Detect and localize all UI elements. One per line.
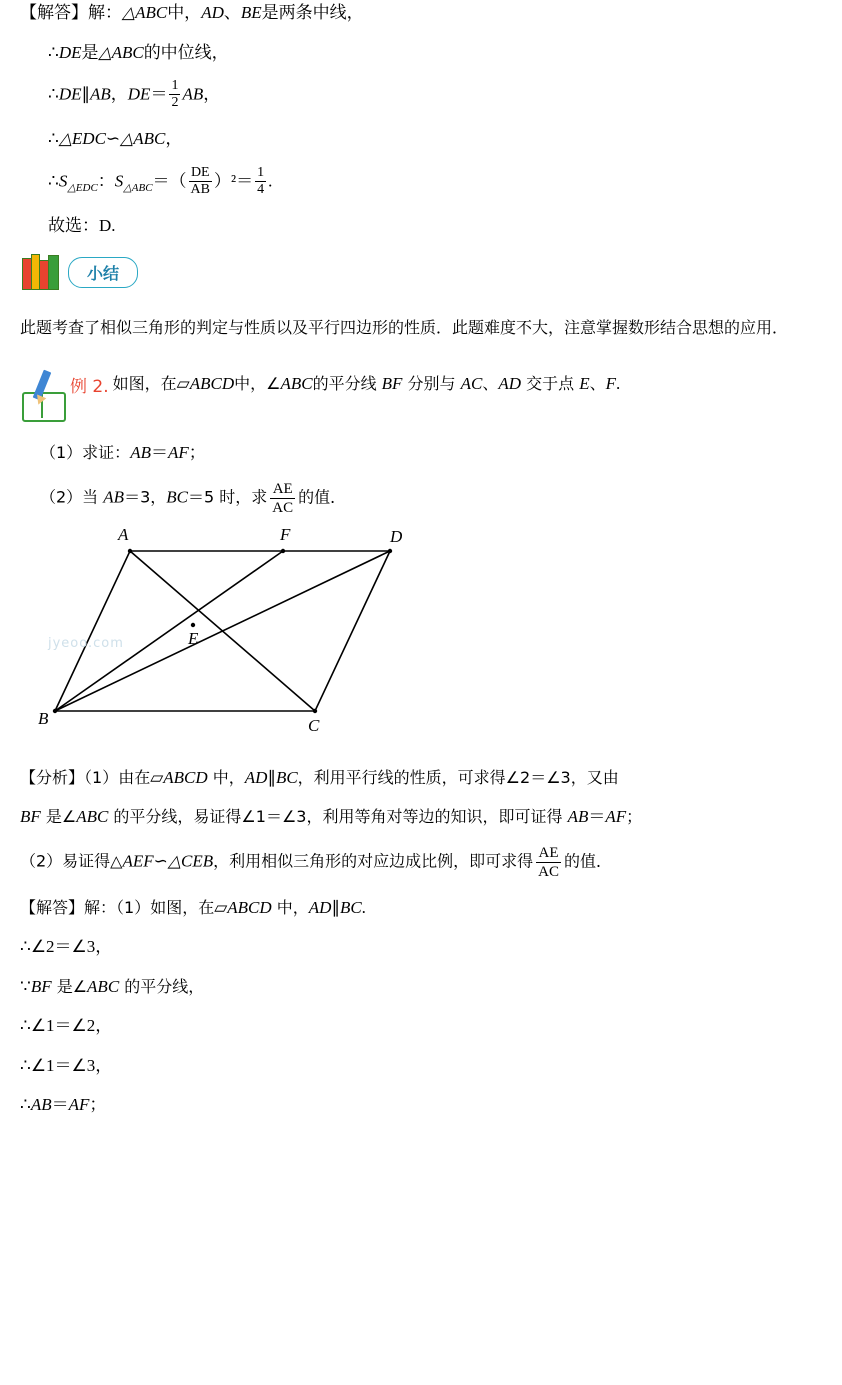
triangle-abc-2: △ABC bbox=[98, 42, 144, 62]
solution1-line5: $\therefore S_{\triangle EDC}$：$S_{\triangle ABC}=$（ $\frac{DE}{AB}$ ）²＝ $\frac{1}{4}$ . bbox=[48, 164, 273, 197]
solution1-line1: 【解答】解：△ABC中，AD、BE是两条中线， bbox=[20, 3, 364, 22]
segment-be: BE bbox=[240, 3, 262, 22]
similar-symbol: ∽ bbox=[105, 129, 121, 149]
parallelogram-diagram bbox=[0, 531, 842, 761]
solution2-line2: ∴∠2＝∠3， bbox=[20, 937, 113, 957]
analysis-line3: （2）易证得△AEF∽△CEB，利用相似三角形的对应边成比例，即可求得 $\frac{AE}{AC}$ 的值． bbox=[20, 844, 612, 880]
books-icon bbox=[20, 254, 62, 290]
solution2-line3: ∵BF 是∠ABC 的平分线， bbox=[20, 976, 205, 996]
geometry-figure bbox=[0, 524, 842, 761]
solution2-line6: ∴AB＝AF； bbox=[20, 1095, 107, 1115]
fraction-one-half: $\frac{1}{2}$ bbox=[171, 78, 179, 111]
figure-label-D: D bbox=[390, 526, 403, 546]
fraction-de-over-ab: $\frac{DE}{AB}$ bbox=[190, 164, 210, 197]
triangle-abc: △ABC bbox=[122, 3, 168, 22]
example2-question1: （1）求证：AB＝AF； bbox=[40, 443, 206, 463]
solution1-line2: ∴DE是△ABC的中位线， bbox=[48, 42, 229, 62]
summary-text: 此题考查了相似三角形的判定与性质以及平行四边形的性质．此题难度不大，注意掌握数形结合思想的应用． bbox=[20, 318, 789, 338]
figure-label-E: E bbox=[188, 628, 199, 648]
figure-label-C: C bbox=[308, 715, 320, 735]
example2-header bbox=[0, 372, 842, 424]
analysis-label: 【分析】 bbox=[20, 767, 85, 787]
segment-de: DE bbox=[58, 42, 82, 62]
solution1-line4: ∴△EDC∽△ABC， bbox=[48, 129, 183, 149]
solution2-line1: 【解答】解：（1）如图，在▱ABCD 中，AD∥BC. bbox=[20, 897, 366, 917]
figure-label-B: B bbox=[38, 708, 49, 728]
solution1-line3: ∴DE∥AB，DE＝ $\frac{1}{2}$ AB， bbox=[48, 78, 221, 111]
example2-stem: 如图，在▱ABCD中，∠ABC的平分线 BF 分别与 AC、AD 交于点 E、F. bbox=[112, 374, 621, 394]
analysis-line2: BF 是∠ABC 的平分线，易证得∠1＝∠3，利用等角对等边的知识，即可证得 AB＝AF； bbox=[20, 807, 643, 827]
watermark: jyeoo.com bbox=[48, 635, 124, 651]
segment-ad: AD bbox=[201, 3, 224, 22]
pencil-book-icon bbox=[20, 372, 66, 424]
fraction-ae-over-ac-2: $\frac{AE}{AC}$ bbox=[538, 844, 559, 880]
example2-question2: （2）当 AB＝3，BC＝5 时，求 $\frac{AE}{AC}$ 的值． bbox=[40, 480, 347, 516]
solution2-line5: ∴∠1＝∠3， bbox=[20, 1055, 113, 1075]
solution2-line4: ∴∠1＝∠2， bbox=[20, 1016, 113, 1036]
solution1-label: 【解答】解： bbox=[20, 3, 122, 22]
solution1-line6: 故选：D. bbox=[48, 215, 116, 235]
analysis-line1: 【分析】（1）由在▱ABCD 中，AD∥BC，利用平行线的性质，可求得∠2＝∠3，又由 bbox=[20, 767, 619, 787]
fraction-one-quarter: $\frac{1}{4}$ bbox=[257, 164, 265, 197]
summary-banner-label: 小结 bbox=[68, 257, 138, 288]
parallel-symbol: ∥ bbox=[81, 84, 90, 104]
summary-banner bbox=[0, 252, 842, 292]
solution2-label: 【解答】解： bbox=[20, 897, 117, 917]
fraction-ae-over-ac: $\frac{AE}{AC}$ bbox=[272, 480, 294, 516]
example2-label: 例 2. bbox=[70, 377, 109, 398]
figure-label-F: F bbox=[280, 524, 291, 544]
figure-label-A: A bbox=[118, 524, 129, 544]
parallelogram-symbol: ▱ bbox=[176, 374, 190, 394]
